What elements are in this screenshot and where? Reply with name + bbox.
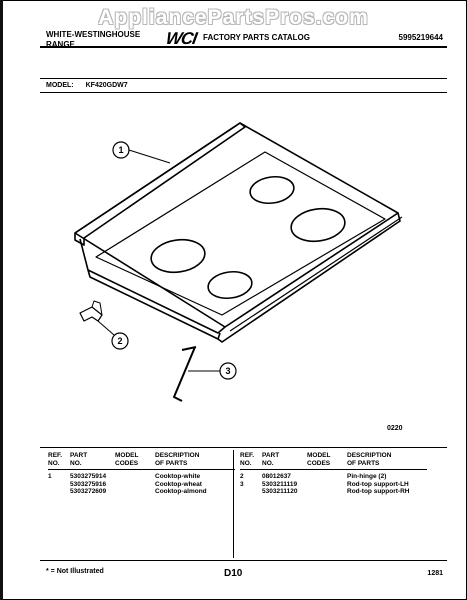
callout-2-leader [98,321,114,335]
table-row [240,473,427,481]
table-header-rule [48,469,235,470]
burner-opening-front-right [289,205,347,244]
header-part-no: NO. [262,459,274,467]
row-model [115,481,155,489]
row-desc: Cooktop-wheat [155,480,202,488]
row-part: 5303211119 [262,480,298,488]
header-codes: CODES [115,459,139,467]
scan-edge [0,0,3,600]
row-model [307,481,347,489]
header-model: MODEL [307,452,331,459]
header-ref-no: NO. [48,459,60,467]
cooktop-diagram [40,95,440,420]
row-desc: Rod-top support-RH [347,488,410,495]
row-ref: 1 [48,473,52,480]
table-header-rule [240,469,427,470]
row-model [115,488,155,496]
table-rule-top [40,447,447,448]
support-rod [174,347,196,401]
catalog-number: 5995219644 [398,33,443,42]
row-desc: Cooktop-white [155,473,201,480]
row-model [115,473,155,481]
burner-opening-front-left [206,269,253,301]
footer-date: 1281 [427,570,443,577]
row-ref: 3 [240,480,244,488]
header-part-no: NO. [70,459,82,467]
model-rule-bottom [40,92,447,93]
callout-1-label: 1 [118,145,124,155]
table-row [48,473,235,481]
table-row [240,488,427,496]
callout-1-leader [129,150,170,163]
row-ref [240,488,262,496]
page-number: D10 [224,568,243,579]
header-codes: CODES [307,459,331,467]
row-part: 5303275914 [70,473,107,480]
parts-table-left [48,452,235,496]
row-desc: Pin-hinge (2) [347,473,387,480]
diagram-code: 0220 [387,425,403,432]
header-part: PART [262,452,280,459]
wci-logo: WCI [164,29,198,48]
footer-rule [40,560,447,561]
header-description: DESCRIPTION [347,452,392,459]
footer-note: * = Not Illustrated [46,568,104,575]
model-line [46,82,128,89]
row-model [307,488,347,496]
table-row [48,481,235,489]
row-desc: Cooktop-almond [155,488,207,495]
table-row [48,488,235,496]
header-description: DESCRIPTION [155,452,200,459]
header-rule [40,46,447,48]
row-model [307,473,347,481]
row-desc: Rod-top support-LH [347,480,409,488]
parts-table-right [240,452,427,496]
row-part: 5303272609 [70,488,107,495]
header-ref: REF. [240,452,255,459]
model-number: KF420GDW7 [85,82,128,89]
watermark: AppliancePartsPros.com [98,6,369,29]
model-label: MODEL: [46,82,74,89]
row-ref [48,481,70,489]
table-header [240,452,427,467]
callout-2-label: 2 [117,336,123,346]
row-ref: 2 [240,473,244,480]
hinge-pin [80,307,102,321]
header-of-parts: OF PARTS [347,459,380,467]
catalog-title: FACTORY PARTS CATALOG [203,33,310,42]
callout-3-label: 3 [225,366,231,376]
brand-line-2: RANGE [46,40,75,49]
cooktop-front-edge [80,213,400,342]
table-divider [233,450,234,558]
row-ref [48,488,70,496]
header-ref-no: NO. [240,459,252,467]
burner-opening-rear-right [248,174,295,206]
header-part: PART [70,452,88,459]
cooktop-inner-edge [96,152,385,315]
table-row [240,481,427,489]
table-header [48,452,235,467]
cooktop-back-lip [75,123,245,245]
row-part: 08012637 [262,473,291,480]
header-model: MODEL [115,452,139,459]
row-part: 5303211120 [262,488,298,495]
header-of-parts: OF PARTS [155,459,188,467]
header-ref: REF. [48,452,63,459]
model-rule-top [40,78,447,79]
burner-opening-rear-left [149,236,207,275]
row-part: 5303275916 [70,480,107,488]
brand-line-1: WHITE-WESTINGHOUSE [46,30,141,39]
